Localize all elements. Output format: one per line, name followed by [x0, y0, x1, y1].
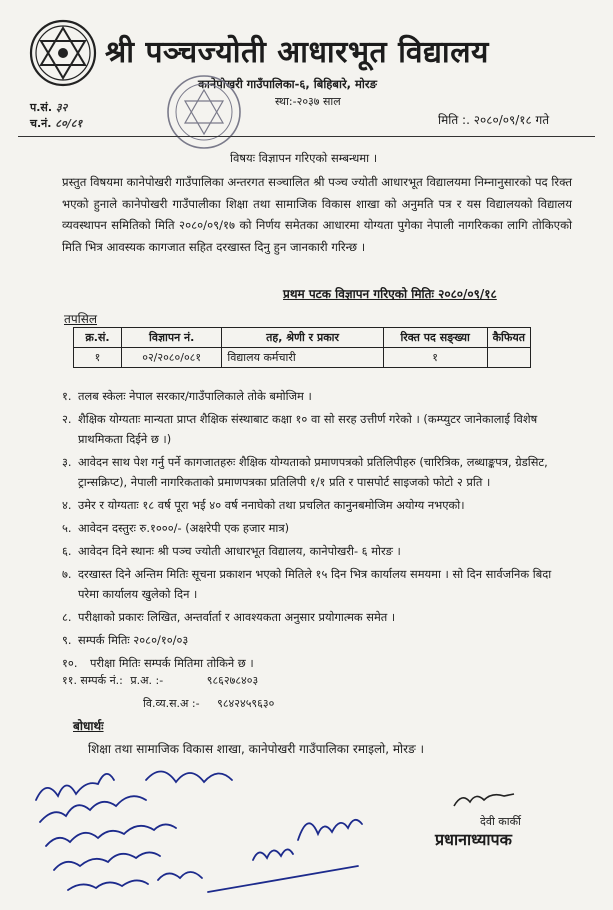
table-cell: विद्यालय कर्मचारी	[222, 348, 383, 368]
header-divider	[18, 136, 595, 137]
letter-date: मिति :. २०८०/०९/१८ गते	[438, 113, 550, 127]
body-paragraph: प्रस्तुत विषयमा कानेपोखरी गाउँपालिका अन्तरगत सञ्चालित श्री पञ्च ज्योती आधारभूत विद्यालयमा निम्नानुसारको पद रिक्त भएको हुनाले कानेपोखरी गाउँपालीका शिक्षा तथा सामाजिक विकास शाखा को अनुमति पत्र र यस विद्यालयको विद्यालय व्यवस्थापन समितिको मिति २०८०/०९/१७ को निर्णय समेतका आधारमा योग्यता पुगेका नेपाली नागरिकका लागि तोकिएको मिति भित्र आवस्यक कागजात सहित दरखास्त दिनु हुन जानकारी गरिन्छ ।	[62, 175, 572, 254]
table-header-cell: विज्ञापन नं.	[121, 328, 221, 348]
tapsil-label: तपसिल	[64, 312, 98, 326]
table-header-cell: कैफियत	[487, 328, 530, 348]
list-item: ४. उमेर र योग्यताः १८ वर्ष पूरा भई ४० वर्ष ननाघेको तथा प्रचलित कानुनबमोजिम अयोग्य नभएको।	[62, 498, 465, 512]
list-item: ५. आवेदन दस्तुरः रु.१०००/- (अक्षरेपी एक हजार मात्र)	[62, 521, 290, 535]
list-item: १. तलब स्केलः नेपाल सरकार/गाउँपालिकाले तोके बमोजिम ।	[62, 389, 312, 403]
contact-line-2: वि.व्य.स.अ :- ९८४२४५९६३०	[143, 697, 275, 710]
school-name: श्री पञ्चज्योती आधारभूत विद्यालय	[105, 35, 489, 70]
list-item: ३. आवेदन साथ पेश गर्नु पर्ने कागजातहरुः शैक्षिक योग्यताको प्रमाणपत्रको प्रतिलिपीहरु (चारित्रिक, लब्धाङ्कपत्र, ग्रेडसिट, ट्रान्सक्रिप्ट), नेपाली नागरिकताको प्रमाणपत्रका प्रतिलिपी १/१ प्रति र पासपोर्ट साइजको फोटो २ प्रति ।	[62, 455, 548, 489]
table-header-cell: तह, श्रेणी र प्रकार	[222, 328, 383, 348]
list-item: ८. परीक्षाको प्रकारः लिखित, अन्तर्वार्ता र आवश्यकता अनुसार प्रयोगात्मक समेत ।	[62, 610, 396, 624]
table-header-cell: रिक्त पद सङ्ख्या	[383, 328, 487, 348]
table-cell: ०२/२०८०/०८१	[121, 348, 221, 368]
subject-line: विषयः विज्ञापन गरिएको सम्बन्धमा ।	[230, 151, 378, 165]
signatory-title: प्रधानाध्यापक	[435, 830, 512, 849]
school-stamp	[165, 73, 243, 151]
list-item: ६. आवेदन दिने स्थानः श्री पञ्च ज्योती आधारभूत विद्यालय, कानेपोखरी- ६ मोरङ ।	[62, 544, 401, 558]
first-ad-date: प्रथम पटक विज्ञापन गरिएको मितिः २०८०/०९/१८	[283, 287, 497, 301]
signature	[450, 790, 520, 812]
table-header-row	[74, 328, 531, 348]
established-year: स्था:-२०३७ साल	[275, 95, 341, 108]
school-address: कानेपोखरी गाउँपालिका-६, बिहिबारे, मोरङ	[198, 77, 377, 91]
clause-list	[62, 386, 572, 676]
signatory-name: देवी कार्की	[480, 815, 521, 828]
table-row	[74, 348, 531, 368]
list-item: १०. परीक्षा मितिः सम्पर्क मितिमा तोकिने छ ।	[62, 656, 254, 670]
vacancy-table	[73, 327, 531, 368]
handwritten-note	[28, 760, 383, 905]
bodhartha-label: बोधार्थः	[73, 719, 104, 733]
bodhartha-text: शिक्षा तथा सामाजिक विकास शाखा, कानेपोखरी गाउँपालिका रमाइलो, मोरङ ।	[88, 742, 425, 756]
school-emblem-icon	[28, 18, 98, 88]
table-cell	[487, 348, 530, 368]
contact-line-1: ११. सम्पर्क नं.: प्र.अ. :- ९८६२७८४०३	[62, 674, 259, 687]
list-item: २. शैक्षिक योग्यताः मान्यता प्राप्त शैक्षिक संस्थाबाट कक्षा १० वा सो सरह उत्तीर्ण गरेको । (कम्प्युटर जानेकालाई विशेष प्राथमिकता दिईने छ ।)	[62, 412, 538, 446]
table-cell: १	[74, 348, 122, 368]
table-header-cell: क्र.सं.	[74, 328, 122, 348]
list-item: ९. सम्पर्क मितिः २०८०/१०/०३	[62, 633, 189, 647]
ref-cha-na: च.नं. ८०/८१	[30, 117, 83, 130]
ref-pa-sa: प.सं. ३२	[30, 101, 68, 114]
table-cell: १	[383, 348, 487, 368]
list-item: ७. दरखास्त दिने अन्तिम मितिः सूचना प्रकाशन भएको मितिले १५ दिन भित्र कार्यालय समयमा । सो दिन सार्वजनिक बिदा परेमा कार्यालय खुलेको दिन ।	[62, 567, 552, 601]
